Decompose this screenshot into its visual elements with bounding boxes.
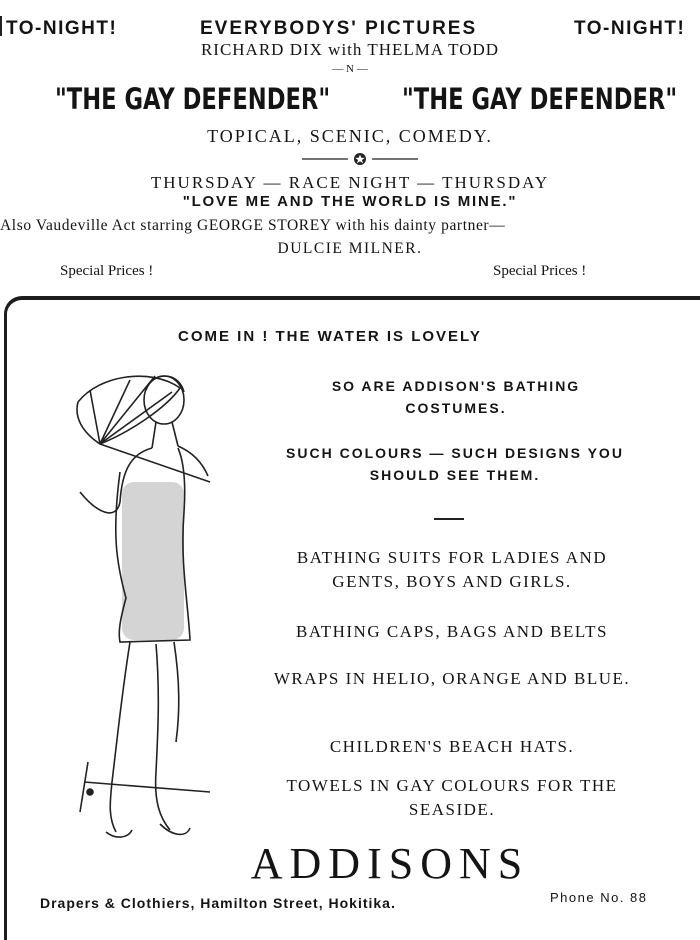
film-stars: RICHARD DIX with THELMA TODD [200, 40, 500, 59]
support-programme: TOPICAL, SCENIC, COMEDY. [207, 126, 493, 146]
designs-line: SUCH COLOURS — SUCH DESIGNS YOU SHOULD SEE THEM. [286, 445, 624, 483]
left-edge-rule [0, 16, 2, 36]
phone-number: Phone No. 88 [550, 890, 648, 905]
list-item: CHILDREN'S BEACH HATS. [329, 737, 575, 756]
star-divider [300, 152, 420, 166]
film-title-right: "THE GAY DEFENDER" [402, 82, 678, 116]
costumes-line: SO ARE ADDISON'S BATHING COSTUMES. [331, 378, 581, 416]
feature-title: "LOVE ME AND THE WORLD IS MINE." [182, 193, 518, 210]
bathing-figure-illustration [60, 362, 270, 852]
advert-headline: COME IN ! THE WATER IS LOVELY [178, 328, 482, 345]
store-address: Drapers & Clothiers, Hamilton Street, Hokitika. [40, 895, 396, 911]
film-title-left: "THE GAY DEFENDER" [55, 82, 331, 116]
list-item: WRAPS IN HELIO, ORANGE AND BLUE. [273, 669, 631, 688]
tonight-right-label: TO-NIGHT! [574, 18, 686, 39]
brand-name: ADDISONS [250, 839, 530, 888]
race-night-line: THURSDAY — RACE NIGHT — THURSDAY [150, 173, 550, 192]
short-divider [434, 518, 464, 520]
tonight-left-label: TO-NIGHT! [6, 18, 118, 39]
list-item: TOWELS IN GAY COLOURS FOR THE SEASIDE. [286, 776, 618, 819]
and-separator: — N — [332, 63, 368, 75]
special-prices-right: Special Prices ! [493, 263, 587, 279]
cinema-name: EVERYBODYS' PICTURES [200, 18, 478, 39]
partner-name: DULCIE MILNER. [277, 240, 423, 257]
list-item: BATHING SUITS FOR LADIES AND GENTS, BOYS AND GIRLS. [296, 548, 608, 591]
list-item: BATHING CAPS, BAGS AND BELTS [295, 622, 608, 641]
vaudeville-line: Also Vaudeville Act starring GEORGE STOREY with his dainty partner— [0, 217, 506, 234]
special-prices-left: Special Prices ! [60, 263, 154, 279]
